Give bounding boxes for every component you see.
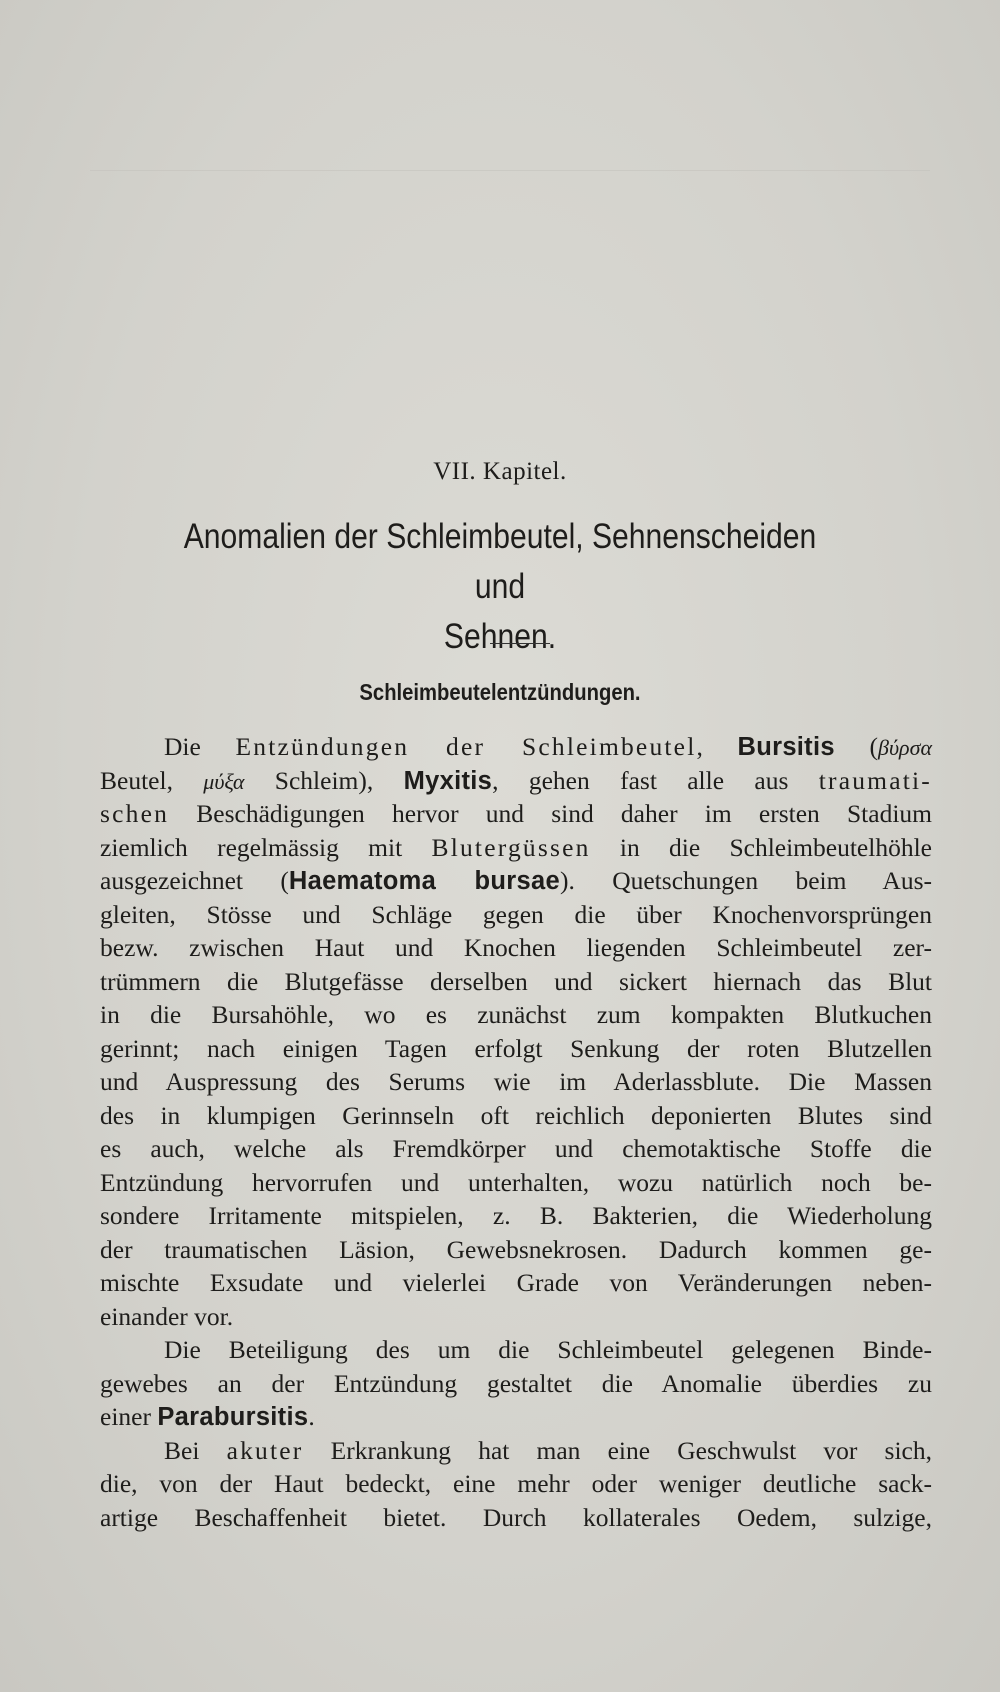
text-line: ausgezeichnet (Haematoma bursae). Quetschungen beim Aus- bbox=[100, 866, 932, 895]
paragraph-3 bbox=[100, 1434, 932, 1535]
text-line: Bei akuter Erkrankung hat man eine Geschwulst vor sich, bbox=[164, 1435, 932, 1465]
paragraph-1 bbox=[100, 730, 932, 1333]
text-line: Beutel, μύξα Schleim), Myxitis, gehen fast alle aus traumati- bbox=[100, 765, 932, 795]
text-line: gerinnt; nach einigen Tagen erfolgt Senkung der roten Blutzellen bbox=[100, 1033, 932, 1063]
body-text bbox=[100, 730, 932, 1534]
term-parabursitis: Parabursitis bbox=[157, 1403, 309, 1431]
text-line: und Auspressung des Serums wie im Aderlassblute. Die Massen bbox=[100, 1067, 932, 1096]
text-line: Entzündung hervorrufen und unterhalten, wozu natürlich noch be- bbox=[100, 1167, 932, 1197]
section-heading: Schleimbeutelentzündungen. bbox=[359, 679, 641, 705]
text-line: des in klumpigen Gerinnseln oft reichlich deponierten Blutes sind bbox=[100, 1100, 932, 1130]
text-line: gewebes an der Entzündung gestaltet die Anomalie überdies zu bbox=[100, 1368, 932, 1398]
term-myxitis: Myxitis bbox=[403, 766, 493, 795]
text-line: Die Beteiligung des um die Schleimbeutel gelegenen Binde- bbox=[164, 1335, 932, 1364]
chapter-title-line-2: Sehnen. bbox=[443, 617, 557, 656]
text-line: der traumatischen Läsion, Gewebsnekrosen. Dadurch kommen ge- bbox=[100, 1234, 932, 1264]
text-line: einander vor. bbox=[100, 1301, 234, 1331]
paragraph-2 bbox=[100, 1333, 932, 1434]
text-line: gleiten, Stösse und Schläge gegen die über Knochenvorsprüngen bbox=[100, 899, 932, 929]
text-line: bezw. zwischen Haut und Knochen liegenden Schleimbeutel zer- bbox=[100, 933, 932, 962]
chapter-title bbox=[156, 512, 844, 662]
text-line: ziemlich regelmässig mit Blutergüssen in die Schleimbeutelhöhle bbox=[100, 832, 932, 862]
text-line: in die Bursahöhle, wo es zunächst zum kompakten Blutkuchen bbox=[100, 1000, 932, 1029]
text-line: mischte Exsudate und vielerlei Grade von Veränderungen neben- bbox=[100, 1268, 932, 1297]
text-line: es auch, welche als Fremdkörper und chemotaktische Stoffe die bbox=[100, 1134, 932, 1163]
text-line: Die Entzündungen der Schleimbeutel, Bursitis (βύρσα bbox=[164, 732, 932, 761]
text-line: sondere Irritamente mitspielen, z. B. Bakterien, die Wiederholung bbox=[100, 1201, 932, 1230]
chapter-heading: VII. Kapitel. bbox=[433, 458, 567, 485]
text-line: einer Parabursitis. bbox=[100, 1402, 315, 1431]
text-line: artige Beschaffenheit bietet. Durch kollaterales Oedem, sulzige, bbox=[100, 1502, 932, 1532]
chapter-title-line-1: Anomalien der Schleimbeutel, Sehnenscheiden und bbox=[183, 517, 817, 606]
text-line: die, von der Haut bedeckt, eine mehr oder weniger deutliche sack- bbox=[100, 1469, 932, 1498]
term-bursitis: Bursitis bbox=[737, 733, 835, 761]
text-line: schen Beschädigungen hervor und sind daher im ersten Stadium bbox=[100, 799, 932, 828]
term-haematoma-bursae: Haematoma bursae bbox=[288, 867, 560, 895]
title-divider bbox=[490, 643, 550, 644]
text-line: trümmern die Blutgefässe derselben und sickert hiernach das Blut bbox=[100, 966, 932, 996]
